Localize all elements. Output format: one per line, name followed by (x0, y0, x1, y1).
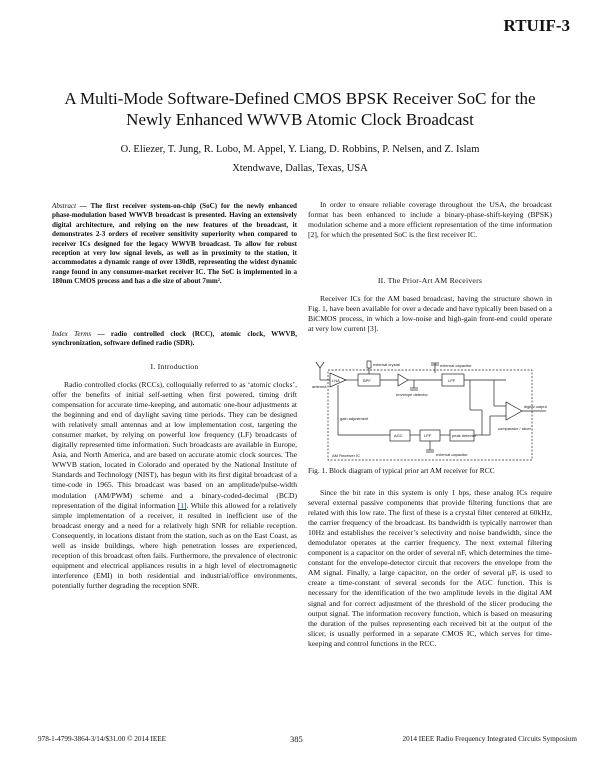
label-lpf: LPF (448, 378, 456, 383)
label-ext-cap2: external capacitor (436, 452, 468, 457)
abstract-text: — The first receiver system-on-chip (SoC) for the newly enhanced phase-modulation based WWVB broadcast is presented. Having an extensively digital architecture, and relying on the new features of the broadcast, it demonstrates 2-3 orders of receiver sensitivity superiority when compared to receiver ICs designed for the legacy WWVB broadcast. To allow for robust reception at very low signal levels, as well as in proximity to the station, it accommodates a dynamic range of over 130dB, representing the widest dynamic range found in any consumer-market receiver IC. The SoC is implemented in a 180nm CMOS process and has a die size of about 7mm². (52, 202, 297, 286)
prior-art-paragraph (308, 294, 552, 334)
label-agc: AGC (394, 433, 403, 438)
figure-caption: Fig. 1. Block diagram of typical prior art AM receiver for RCC (308, 466, 495, 475)
paper-title: A Multi-Mode Software-Defined CMOS BPSK Receiver SoC for the Newly Enhanced WWVB Atomic Clock Broadcast (64, 89, 536, 129)
page-number: 385 (290, 734, 303, 744)
intro-paragraph (52, 380, 297, 591)
label-comparator: comparator / slicer (498, 426, 531, 431)
label-am-ic: AM Receiver IC (332, 453, 361, 458)
label-peak: peak detector (452, 433, 477, 438)
index-terms (52, 330, 297, 349)
label-envelope: envelope detector (396, 392, 428, 397)
label-lpf2: LPF (424, 433, 432, 438)
affiliation: Xtendwave, Dallas, Texas, USA (232, 163, 368, 174)
enhanced-broadcast-paragraph (308, 200, 552, 240)
abstract-label: Abstract (52, 202, 77, 210)
index-terms-label: Index Terms (52, 330, 92, 338)
section-heading-prior-art: II. The Prior-Art AM Receivers (377, 276, 483, 285)
abstract (52, 202, 297, 287)
label-bpf: BPF (363, 378, 371, 383)
section-heading-introduction: I. Introduction (150, 362, 199, 371)
label-antenna: antenna (312, 384, 327, 389)
footer-copyright: 978-1-4799-3864-3/14/$31.00 © 2014 IEEE (38, 735, 167, 743)
envelope-detector-block (398, 374, 408, 386)
label-ext-cap1: external capacitor (440, 363, 472, 368)
label-crystal: external crystal (373, 362, 400, 367)
block-diagram-figure (310, 358, 554, 466)
label-lna: LNA (332, 378, 340, 383)
comparator-block (506, 402, 522, 420)
paragraph-text: In order to ensure reliable coverage throughout the USA, the broadcast format has been enhanced to include a binary-phase-shift-keying (BPSK) modulation scheme and a more efficient representation of the time information [2], for which the presented SoC is the first receiver IC. (308, 200, 552, 240)
label-gain: gain adjustment (340, 416, 369, 421)
label-digital-out: digital output (524, 404, 547, 409)
author-list: O. Eliezer, T. Jung, R. Lobo, M. Appel, Y. Liang, D. Robbins, P. Nelsen, and Z. Islam (120, 144, 480, 155)
paragraph-text: Since the bit rate in this system is only 1 bps, these analog ICs require several external passive components that provide filtering functions that are related with this low rate. The first of these is a crystal filter centered at 60kHz, the carrier frequency of the broadcast. Its bandwidth is typically narrower than 10Hz and establishes the receiver’s selectivity and noise bandwidth, since the demodulator operates at the carrier frequency. The next external filtering component is a capacitor on the order of several nF, which determines the time-constant for the envelope-detector circuit that recovers the envelope from the AM signal. Finally, a large capacitor, on the order of several μF, is used to create a time-constant of several seconds for the AGC function. This is necessary for the identification of the two amplitude levels in the digital AM signal and for correct adjustment of the threshold of the slicer producing the output signal. The information recovery function, which is based on measuring the duration of the pulses representing each received bit at the output of the slicer, is usually performed in a separate CMOS IC, which serves for time-keeping and control functions in the RCC. (308, 488, 552, 648)
paragraph-text: Receiver ICs for the AM based broadcast, having the structure shown in Fig. 1, have been available for over a decade and have typically been based on a BiCMOS process, in which a low-noise and high-gain front-end could operate at very low current [3]. (308, 294, 552, 334)
index-terms-text: — radio controlled clock (RCC), atomic clock, WWVB, synchronization, software defined radio (SDR). (52, 330, 297, 348)
paper-code: RTUIF-3 (503, 16, 570, 35)
bit-rate-paragraph (308, 488, 552, 649)
antenna-icon (316, 362, 324, 380)
footer-conference: 2014 IEEE Radio Frequency Integrated Circuits Symposium (402, 735, 577, 743)
intro-text-a: Radio controlled clocks (RCCs), colloquially referred to as ‘atomic clocks’, offer the benefits of initial self-setting when first powered, timing drift compensation for accurate time-keeping, and automatic one-hour adjustments at the beginning and end of daylight saving time periods. They can be designed with relatively small antennas and at low implementation cost, targeting the consumer market, by relying on powerful low frequency (LF) broadcasts of digitally represented time information. Such broadcasts are available in Europe, Asia, and North America, and are based on accurate atomic clock sources. The WWVB station, located in Colorado and operated by the National Institute of Standards and Technology (NIST), has begun with its first digital broadcast of a time-code in 1965. This broadcast was based on an amplitude/pulse-width modulation (AM/PWM) scheme and a binary-coded-decimal (BCD) representation of the digital information (52, 380, 297, 510)
citation-link[interactable]: [1] (177, 500, 187, 510)
intro-text-b: . While this allowed for a relatively simple implementation of a receiver, it resulted in inefficient use of the broadcast energy and a need for a relatively high SNR for reliable reception. Consequently, in locations distant from the station, such as on the East Coast, as well as inside buildings, where high penetration losses are experienced, reception of this broadcast often fails. Furthermore, the prevalence of electronic equipment and electrical appliances results in a high level of electromagnetic interference (EMI) in both residential and industrial/office environments, potentially further degrading the reception SNR. (52, 500, 297, 590)
